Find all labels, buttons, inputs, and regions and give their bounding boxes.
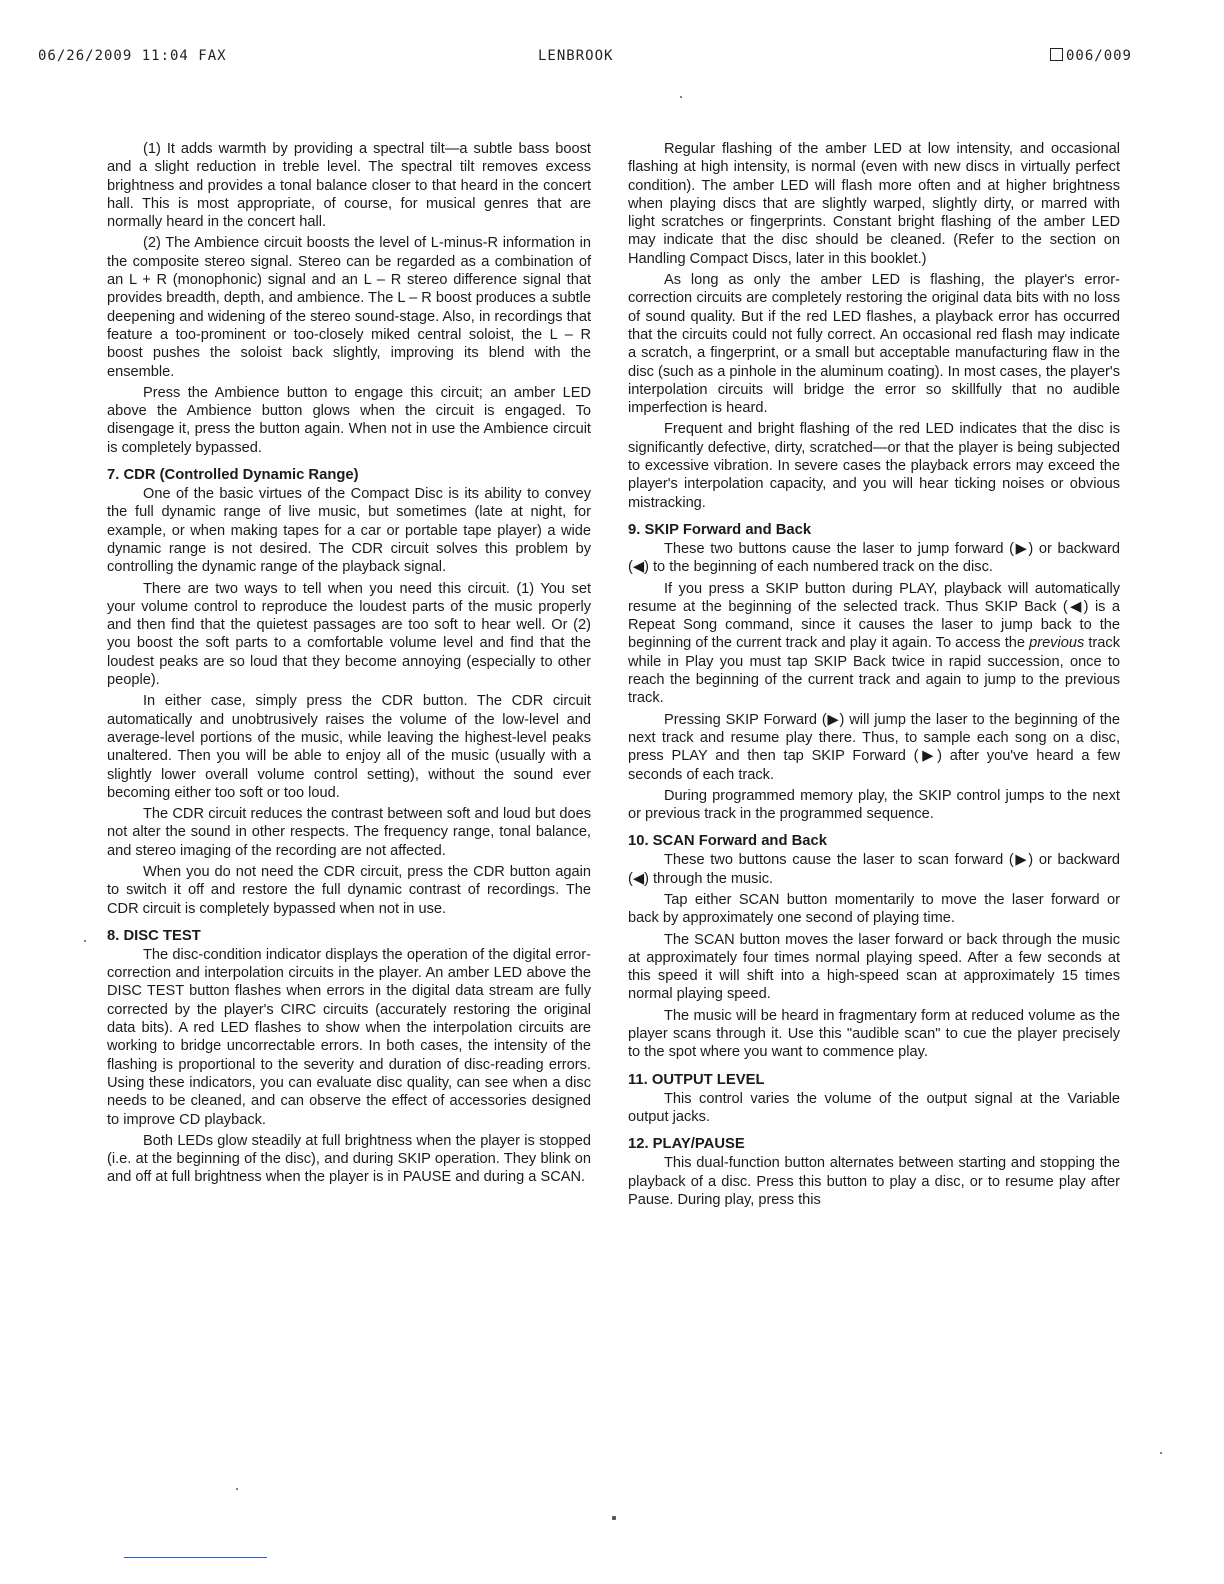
ambience-paragraph-2: (2) The Ambience circuit boosts the level of L-minus-R information in the composite stereo signal. Stereo can be regarded as a combination of an L + R (monophonic) signal and an L – R stereo difference signal that provides breadth, depth, and ambience. The L – R boost produces a subtle deepening and widening of the stereo sound-stage. Also, in recordings that feature a too-prominent or too-closely miked central soloist, the L – R boost pushes the soloist back slightly, improving its blend with the ensemble. bbox=[107, 235, 591, 380]
fax-page-number: 006/009 bbox=[1065, 48, 1132, 64]
disc-test-heading: 8. DISC TEST bbox=[107, 927, 201, 944]
scan-paragraph-3: The SCAN button moves the laser forward or back through the music at approximately four times normal playing speed. After a few seconds at this speed it will shift into a high-speed scan at approximately 15 times normal playing speed. bbox=[628, 931, 1120, 1003]
page-checkbox-icon bbox=[1050, 48, 1063, 61]
scan-paragraph-4: The music will be heard in fragmentary form at reduced volume as the player scans through it. Use this "audible scan" to cue the player precisely to the spot where you want to commence play. bbox=[628, 1007, 1120, 1061]
disc-test-paragraph-1: The disc-condition indicator displays the operation of the digital error-correction and interpolation circuits in the player. An amber LED above the DISC TEST button flashes when errors in the digital data stream are fully corrected by the player's CIRC circuits (accurately restoring the original data bits). A red LED flashes to show when the interpolation circuits are working to bridge uncorrectable errors. In both cases, the intensity of the flashing is proportional to the severity and duration of disc-reading errors. Using these indicators, you can evaluate disc quality, can see when a disc needs to be cleaned, and can observe the effect of accessories designed to improve CD playback. bbox=[107, 946, 591, 1128]
skip-paragraph-2-emphasis: previous bbox=[1029, 635, 1085, 652]
output-level-heading: 11. OUTPUT LEVEL bbox=[628, 1071, 765, 1088]
cdr-paragraph-2: There are two ways to tell when you need this circuit. (1) You set your volume control to reproduce the loudest parts of the music properly and then find that the quietest passages are too soft to hear well. Or (2) you boost the soft parts to a comfortable volume level and find that the loudest peaks are so loud that they become annoying (especially to other people). bbox=[107, 580, 591, 689]
cdr-paragraph-3: In either case, simply press the CDR button. The CDR circuit automatically and unobtrusively raises the volume of the low-level and average-level portions of the music, while leaving the highest-level peaks unaltered. Then you will be able to enjoy all of the music (usually with a slightly lower overall volume control setting), without the sound ever becoming either too soft or too loud. bbox=[107, 693, 591, 801]
disc-test-paragraph-5: Frequent and bright flashing of the red LED indicates that the disc is significantly defective, dirty, scratched—or that the player is being subjected to excessive vibration. In severe cases the playback errors may exceed the player's interpolation capacity, and you will hear ticking noises or obvious mistracking. bbox=[628, 421, 1120, 511]
fax-noise-dot bbox=[680, 96, 682, 98]
fax-header bbox=[38, 48, 1132, 68]
skip-paragraph-3: Pressing SKIP Forward (▶) will jump the laser to the beginning of the next track and resume play there. Thus, to sample each song on a disc, press PLAY and then tap SKIP Forward (▶) after you've heard a few seconds of each track. bbox=[628, 711, 1120, 783]
skip-paragraph-2-end: track while in Play you must tap SKIP Back twice in rapid succession, once to reach the beginning of the current track and again to jump to the previous track. bbox=[628, 635, 1120, 707]
left-column bbox=[107, 140, 591, 1190]
play-pause-heading: 12. PLAY/PAUSE bbox=[628, 1136, 745, 1153]
cdr-heading: 7. CDR (Controlled Dynamic Range) bbox=[107, 467, 359, 484]
skip-paragraph-1: These two buttons cause the laser to jump forward (▶) or backward (◀) to the beginning of each numbered track on the disc. bbox=[628, 540, 1120, 576]
cdr-paragraph-4: The CDR circuit reduces the contrast between soft and loud but does not alter the sound in other respects. The frequency range, tonal balance, and stereo imaging of the recording are not affected. bbox=[107, 806, 591, 859]
right-column bbox=[628, 140, 1120, 1212]
disc-test-paragraph-2: Both LEDs glow steadily at full brightness when the player is stopped (i.e. at the beginning of the disc), and during SKIP operation. They blink on and off at full brightness when the player is in PAUSE and during a SCAN. bbox=[107, 1132, 591, 1186]
fax-datetime: 06/26/2009 11:04 FAX bbox=[38, 48, 227, 64]
scan-paragraph-1: These two buttons cause the laser to scan forward (▶) or backward (◀) through the music. bbox=[628, 852, 1120, 887]
disc-test-paragraph-3: Regular flashing of the amber LED at low intensity, and occasional flashing at high intensity, is normal (even with new discs in virtually perfect condition). The amber LED will flash more often and at higher brightness when playing discs that are slightly warped, slightly dirty, or marred with light scratches or fingerprints. Constant bright flashing of the amber LED may indicate that the disc should be cleaned. (Refer to the section on Handling Compact Discs, later in this booklet.) bbox=[628, 141, 1120, 267]
ambience-paragraph-1: (1) It adds warmth by providing a spectral tilt—a subtle bass boost and a slight reduction in treble level. The spectral tilt removes excess brightness and provides a tonal balance closer to that heard in the concert hall. This is most appropriate, of course, for musical genres that are normally heard in the concert hall. bbox=[107, 141, 591, 231]
skip-paragraph-4: During programmed memory play, the SKIP control jumps to the next or previous track in the programmed sequence. bbox=[628, 787, 1120, 823]
scan-paragraph-2: Tap either SCAN button momentarily to move the laser forward or back by approximately one second of playing time. bbox=[628, 891, 1120, 927]
fax-sender: LENBROOK bbox=[538, 48, 614, 64]
cdr-paragraph-5: When you do not need the CDR circuit, press the CDR button again to switch it off and restore the full dynamic contrast of recordings. The CDR circuit is completely bypassed when not in use. bbox=[107, 863, 591, 917]
skip-heading: 9. SKIP Forward and Back bbox=[628, 521, 812, 538]
disc-test-paragraph-4: As long as only the amber LED is flashing, the player's error-correction circuits are completely restoring the original data bits with no loss of sound quality. But if the red LED flashes, a playback error has occurred that the circuits could not fully correct. An occasional red flash may indicate a scratch, a fingerprint, or a small but acceptable manufacturing flaw in the disc (such as a pinhole in the aluminum coating). In most cases, the player's interpolation circuits will bridge the error so skillfully that no audible imperfection is heard. bbox=[628, 272, 1120, 417]
play-pause-paragraph: This dual-function button alternates between starting and stopping the playback of a disc. Press this button to play a disc, or to resume play after Pause. During play, press this bbox=[628, 1155, 1120, 1208]
fax-noise-dot bbox=[236, 1488, 238, 1490]
fax-noise-dot bbox=[1160, 1452, 1162, 1454]
fax-noise-dot bbox=[612, 1516, 616, 1520]
cdr-paragraph-1: One of the basic virtues of the Compact Disc is its ability to convey the full dynamic range of live music, but sometimes (late at night, for example, or when making tapes for a car or portable tape player) a wide dynamic range is not desired. The CDR circuit solves this problem by controlling the dynamic range of the playback signal. bbox=[107, 486, 591, 576]
skip-paragraph-2-start: If you press a SKIP button during PLAY, playback will automatically resume at the beginning of the selected track. Thus SKIP Back (◀) is a Repeat Song command, since it causes the laser to jump back to the beginning of the current track and play it again. To access the bbox=[628, 580, 1120, 652]
skip-paragraph-2 bbox=[628, 580, 1120, 708]
scan-heading: 10. SCAN Forward and Back bbox=[628, 833, 827, 850]
ambience-paragraph-3: Press the Ambience button to engage this circuit; an amber LED above the Ambience button glows when the circuit is engaged. To disengage it, press the button again. When not in use the Ambience circuit is completely bypassed. bbox=[107, 384, 591, 456]
fax-noise-dot bbox=[84, 940, 86, 942]
scan-edge-line bbox=[124, 1557, 267, 1558]
output-level-paragraph: This control varies the volume of the output signal at the Variable output jacks. bbox=[628, 1090, 1120, 1125]
fax-page-indicator bbox=[1050, 48, 1132, 64]
